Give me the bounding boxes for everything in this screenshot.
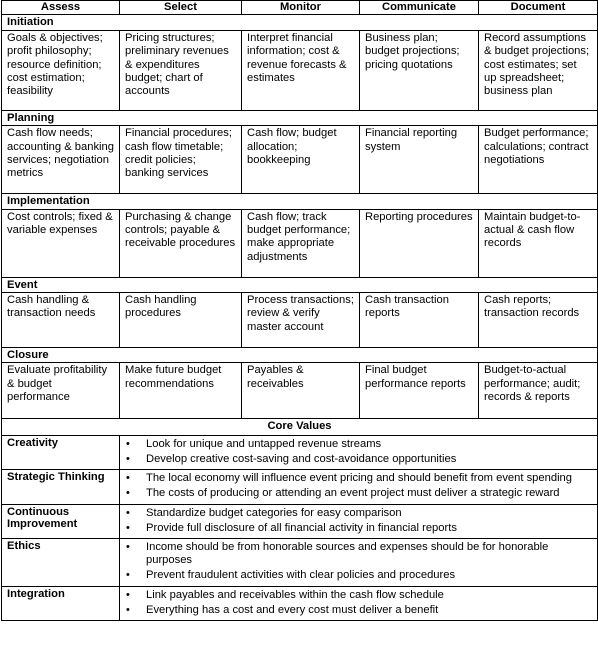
header-select: Select: [120, 1, 242, 15]
cell-implementation-monitor: Cash flow; track budget performance; make appropriate adjustments: [242, 209, 360, 277]
list-item: • Everything has a cost and every cost must deliver a benefit: [120, 604, 593, 617]
cell-initiation-assess: Goals & objectives; profit philosophy; resource definition; cost estimation; feasibility: [2, 30, 120, 110]
financial-management-table: [1, 0, 598, 621]
core-value-label: Integration: [2, 586, 120, 620]
cell-initiation-monitor: Interpret financial information; cost & revenue forecasts & estimates: [242, 30, 360, 110]
cell-closure-assess: Evaluate profitability & budget performance: [2, 363, 120, 419]
core-value-items: [120, 504, 598, 538]
phase-row-closure: [2, 348, 598, 363]
header-monitor: Monitor: [242, 1, 360, 15]
table-row: [2, 363, 598, 419]
cell-initiation-communicate: Business plan; budget projections; pricing quotations: [360, 30, 479, 110]
cell-event-document: Cash reports; transaction records: [479, 293, 598, 348]
list-item: • Look for unique and untapped revenue streams: [120, 438, 593, 451]
core-value-label: Strategic Thinking: [2, 470, 120, 504]
list-item: • Income should be from honorable sources and expenses should be for honorable purposes: [120, 541, 593, 567]
cell-implementation-select: Purchasing & change controls; payable & receivable procedures: [120, 209, 242, 277]
header-assess: Assess: [2, 1, 120, 15]
cell-planning-monitor: Cash flow; budget allocation; bookkeeping: [242, 126, 360, 194]
cell-closure-monitor: Payables & receivables: [242, 363, 360, 419]
cell-initiation-select: Pricing structures; preliminary revenues & expenditures budget; chart of accounts: [120, 30, 242, 110]
core-value-items: [120, 435, 598, 469]
core-value-row-creativity: [2, 435, 598, 469]
table-row: [2, 209, 598, 277]
core-value-items: [120, 539, 598, 587]
core-value-row-ethics: [2, 539, 598, 587]
list-item: • The costs of producing or attending an event project must deliver a strategic reward: [120, 487, 593, 500]
phase-row-event: [2, 277, 598, 292]
table-row: [2, 126, 598, 194]
core-value-label: Continuous Improvement: [2, 504, 120, 538]
header-communicate: Communicate: [360, 1, 479, 15]
core-value-row-strategic-thinking: [2, 470, 598, 504]
cell-event-monitor: Process transactions; review & verify master account: [242, 293, 360, 348]
core-value-label: Ethics: [2, 539, 120, 587]
phase-title-initiation: Initiation: [2, 15, 598, 30]
phase-row-planning: [2, 110, 598, 125]
phase-title-planning: Planning: [2, 110, 598, 125]
cell-implementation-document: Maintain budget-to-actual & cash flow records: [479, 209, 598, 277]
cell-closure-document: Budget-to-actual performance; audit; records & reports: [479, 363, 598, 419]
list-item: • The local economy will influence event pricing and should benefit from event spending: [120, 472, 593, 485]
cell-closure-select: Make future budget recommendations: [120, 363, 242, 419]
core-value-items: [120, 586, 598, 620]
cell-closure-communicate: Final budget performance reports: [360, 363, 479, 419]
cell-implementation-assess: Cost controls; fixed & variable expenses: [2, 209, 120, 277]
list-item: • Provide full disclosure of all financial activity in financial reports: [120, 522, 593, 535]
core-values-header-row: [2, 419, 598, 435]
cell-planning-assess: Cash flow needs; accounting & banking services; negotiation metrics: [2, 126, 120, 194]
table-row: [2, 30, 598, 110]
list-item: • Standardize budget categories for easy comparison: [120, 507, 593, 520]
cell-planning-document: Budget performance; calculations; contract negotiations: [479, 126, 598, 194]
phase-row-implementation: [2, 194, 598, 209]
phase-row-initiation: [2, 15, 598, 30]
cell-planning-communicate: Financial reporting system: [360, 126, 479, 194]
table-row: [2, 293, 598, 348]
cell-implementation-communicate: Reporting procedures: [360, 209, 479, 277]
cell-event-assess: Cash handling & transaction needs: [2, 293, 120, 348]
header-document: Document: [479, 1, 598, 15]
core-value-row-integration: [2, 586, 598, 620]
list-item: • Link payables and receivables within the cash flow schedule: [120, 589, 593, 602]
core-value-row-continuous-improvement: [2, 504, 598, 538]
core-value-label: Creativity: [2, 435, 120, 469]
cell-planning-select: Financial procedures; cash flow timetable; credit policies; banking services: [120, 126, 242, 194]
core-values-title: Core Values: [2, 419, 598, 435]
list-item: • Develop creative cost-saving and cost-avoidance opportunities: [120, 453, 593, 466]
list-item: • Prevent fraudulent activities with clear policies and procedures: [120, 569, 593, 582]
phase-title-implementation: Implementation: [2, 194, 598, 209]
cell-event-select: Cash handling procedures: [120, 293, 242, 348]
core-value-items: [120, 470, 598, 504]
phase-title-event: Event: [2, 277, 598, 292]
cell-initiation-document: Record assumptions & budget projections; cost estimates; set up spreadsheet; business plan: [479, 30, 598, 110]
header-row: [2, 1, 598, 15]
cell-event-communicate: Cash transaction reports: [360, 293, 479, 348]
phase-title-closure: Closure: [2, 348, 598, 363]
